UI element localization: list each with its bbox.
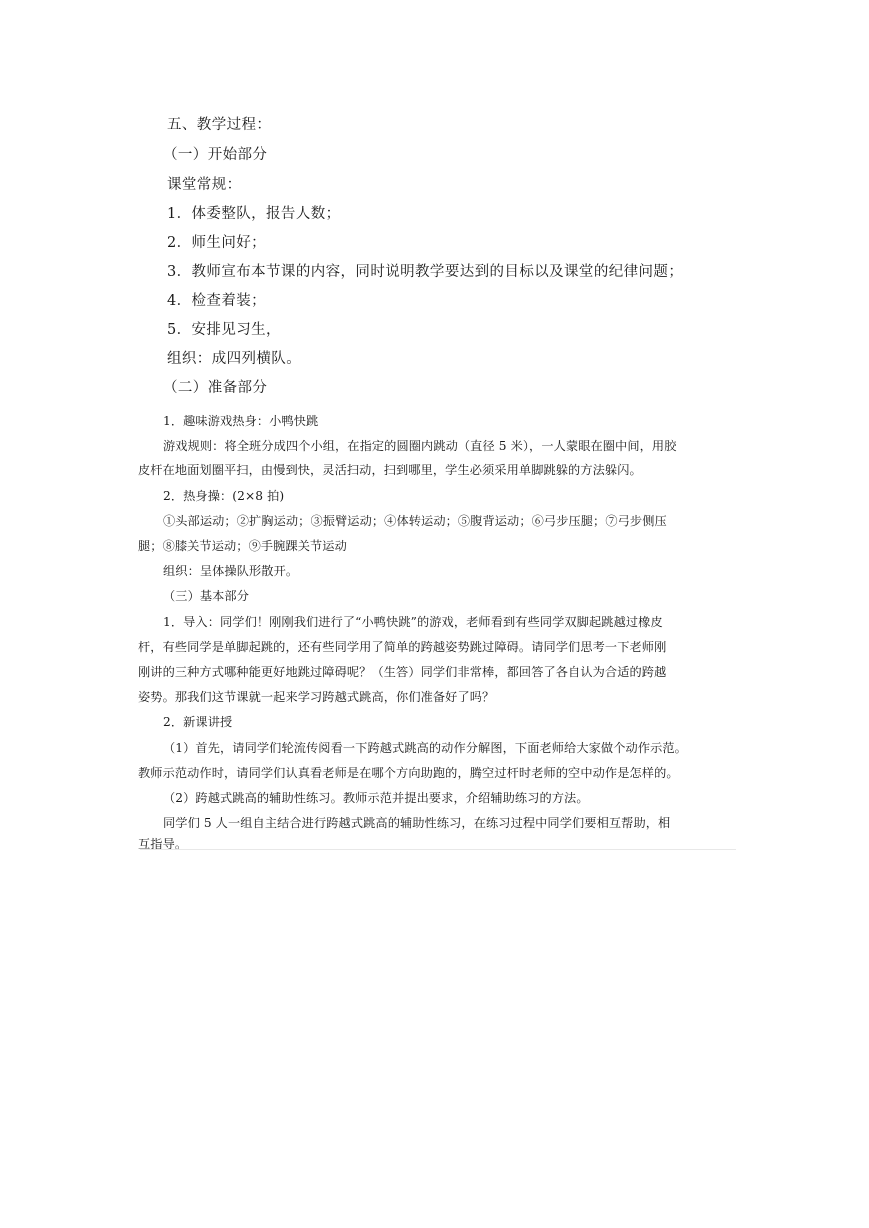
part1-title: （一）开始部分 <box>163 147 268 163</box>
warmup-line-1: ①头部运动；②扩胸运动；③振臂运动；④体转运动；⑤腹背运动；⑥弓步压腿；⑦弓步侧压 <box>163 514 667 528</box>
step2-line-1: （2）跨越式跳高的辅助性练习。教师示范并提出要求，介绍辅助练习的方法。 <box>163 791 589 805</box>
game-rules-line-1: 游戏规则：将全班分成四个小组，在指定的圆圈内跳动（直径 5 米），一人蒙眼在圈中间，用胶 <box>163 439 677 453</box>
practice-line-1: 同学们 5 人一组自主结合进行跨越式跳高的辅助性练习，在练习过程中同学们要相互帮助，相 <box>163 816 671 830</box>
warmup-title: 2．热身操：(2×8 拍) <box>163 489 285 503</box>
step1-line-1: （1）首先，请同学们轮流传阅看一下跨越式跳高的动作分解图，下面老师给大家做个动作示范。 <box>163 741 687 755</box>
part3-title: （三）基本部分 <box>163 589 250 603</box>
page-divider <box>140 849 736 850</box>
section-heading: 五、教学过程： <box>167 117 272 133</box>
routine-item-1: 1．体委整队，报告人数； <box>167 206 341 222</box>
routine-item-5: 5．安排见习生， <box>167 322 281 338</box>
intro-line-1: 1．导入：同学们！刚刚我们进行了“小鸭快跳”的游戏，老师看到有些同学双脚起跳越过橡皮 <box>163 615 663 629</box>
new-lesson-title: 2．新课讲授 <box>163 715 233 729</box>
game-rules-line-2: 皮杆在地面划圈平扫，由慢到快，灵活扫动，扫到哪里，学生必须采用单脚跳躲的方法躲闪。 <box>138 463 642 477</box>
part2-organization: 组织：呈体操队形散开。 <box>163 564 299 578</box>
practice-line-2: 互指导。 <box>138 837 188 851</box>
routine-item-4: 4．检查着装； <box>167 293 267 309</box>
intro-line-2: 杆，有些同学是单脚起跳的，还有些同学用了简单的跨越姿势跳过障碍。请同学们思考一下老师刚 <box>138 640 667 654</box>
step1-line-2: 教师示范动作时，请同学们认真看老师是在哪个方向助跑的，腾空过杆时老师的空中动作是怎样的。 <box>138 766 679 780</box>
routine-label: 课堂常规： <box>167 177 242 193</box>
intro-line-4: 姿势。那我们这节课就一起来学习跨越式跳高，你们准备好了吗？ <box>138 690 495 704</box>
intro-line-3: 刚讲的三种方式哪种能更好地跳过障碍呢？（生答）同学们非常棒，都回答了各自认为合适的跨越 <box>138 665 667 679</box>
routine-item-2: 2．师生问好； <box>167 235 267 251</box>
routine-item-3: 3．教师宣布本节课的内容，同时说明教学要达到的目标以及课堂的纪律问题； <box>167 264 684 280</box>
game-title: 1．趣味游戏热身：小鸭快跳 <box>163 414 319 428</box>
warmup-line-2: 腿；⑧膝关节运动；⑨手腕踝关节运动 <box>138 539 347 553</box>
part1-organization: 组织：成四列横队。 <box>167 351 302 367</box>
part2-title: （二）准备部分 <box>163 380 268 396</box>
